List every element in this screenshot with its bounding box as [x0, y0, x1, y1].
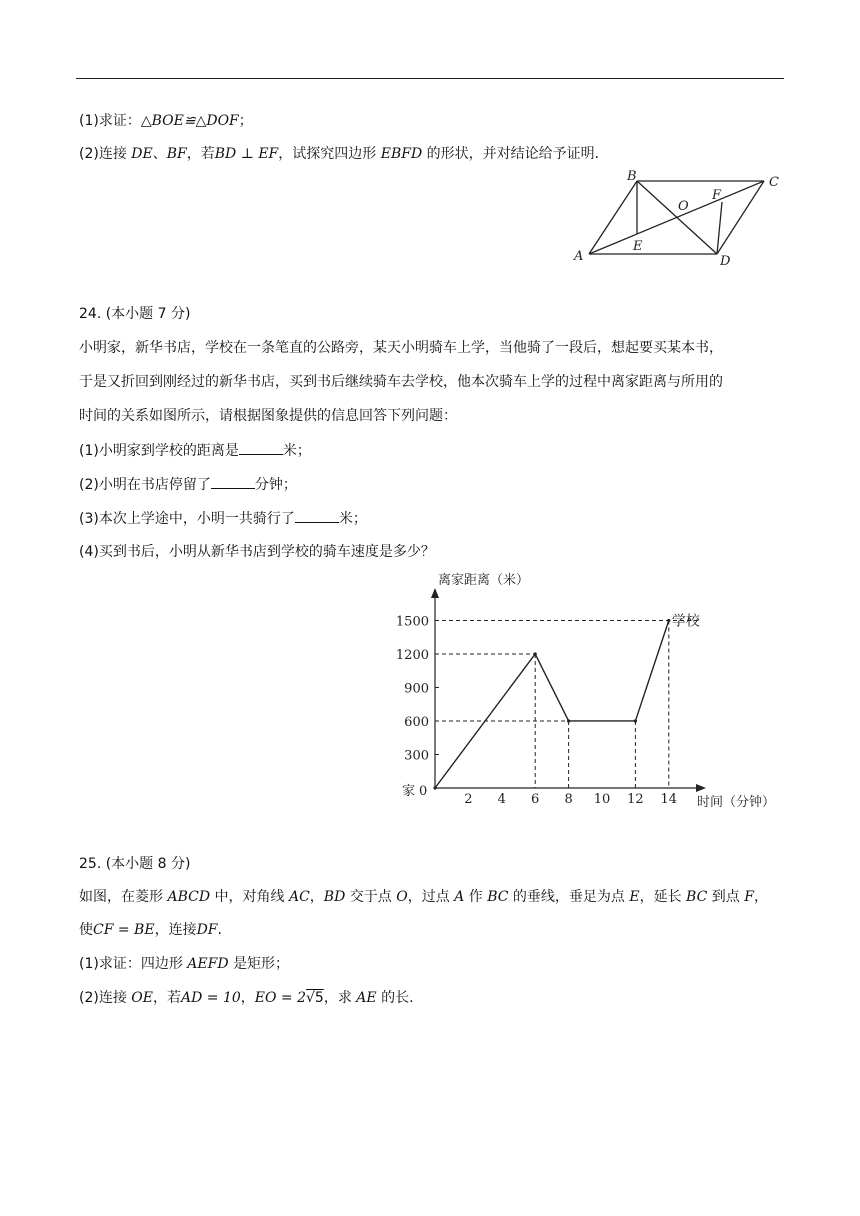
- diagonal-bd: [637, 181, 717, 254]
- label-a: A: [574, 249, 584, 264]
- y-tick-label: 900: [404, 681, 429, 697]
- answer-blank-3: [295, 508, 339, 523]
- q25-part2: (2)连接 OE，若AD = 10，EO = 2√5，求 AE 的长.: [79, 990, 414, 1006]
- q25-text-line1: 如图，在菱形 ABCD 中，对角线 AC，BD 交于点 O，过点 A 作 BC 的垂线，垂足为点 E，延长 BC 到点 F，: [79, 889, 768, 905]
- label-d: D: [720, 254, 731, 268]
- answer-blank-1: [239, 440, 283, 455]
- q23-part2: (2)连接 DE、BF，若BD ⊥ EF，试探究四边形 EBFD 的形状，并对结论给予证明．: [79, 146, 609, 162]
- x-tick-label: 14: [660, 792, 678, 807]
- answer-blank-2: [211, 474, 255, 489]
- q24-part3: (3)本次上学途中，小明一共骑行了 米；: [79, 508, 367, 529]
- x-tick-label: 10: [593, 792, 611, 807]
- q25-header: 25. (本小题 8 分): [79, 856, 191, 872]
- distance-series-line: [435, 620, 669, 788]
- x-tick-label: 6: [531, 792, 540, 807]
- parallelogram-figure: [568, 168, 786, 268]
- y-tick-label: 300: [404, 748, 429, 764]
- y-tick-label: 1200: [395, 647, 429, 663]
- data-point: [667, 619, 670, 622]
- chart-ylabel: 离家距离（米）: [438, 573, 530, 588]
- q24-text-line2: 于是又折回到刚经过的新华书店，买到书后继续骑车去学校，他本次骑车上学的过程中离家距离与所用的: [79, 374, 723, 390]
- q24-part4: (4)买到书后，小明从新华书店到学校的骑车速度是多少？: [79, 544, 435, 560]
- chart-origin-tick: 0: [419, 784, 428, 799]
- q24-text-line1: 小明家，新华书店，学校在一条笔直的公路旁，某天小明骑车上学，当他骑了一段后，想起要买某本书，: [79, 340, 723, 356]
- x-tick-label: 2: [464, 792, 473, 807]
- distance-time-chart: [390, 566, 790, 816]
- q24-text-line3: 时间的关系如图所示，请根据图象提供的信息回答下列问题：: [79, 408, 457, 424]
- congruence-statement: △BOE≌△DOF: [140, 113, 239, 129]
- side-ab: [589, 181, 637, 254]
- data-point: [433, 786, 436, 789]
- data-point: [567, 719, 570, 722]
- y-tick-label: 600: [404, 714, 429, 730]
- x-tick-label: 12: [627, 792, 644, 807]
- x-tick-label: 4: [497, 792, 506, 807]
- x-tick-label: 8: [564, 792, 573, 807]
- header-rule: [76, 78, 784, 79]
- q25-part1: (1)求证：四边形 AEFD 是矩形；: [79, 956, 290, 972]
- q24-part2: (2)小明在书店停留了 分钟；: [79, 474, 297, 495]
- q25-text-line2: 使CF = BE，连接DF.: [79, 922, 222, 938]
- label-c: C: [769, 175, 779, 190]
- q24-header: 24. (本小题 7 分): [79, 306, 191, 322]
- label-o: O: [678, 199, 689, 214]
- q24-part1: (1)小明家到学校的距离是 米；: [79, 440, 311, 461]
- chart-xlabel: 时间（分钟）: [697, 795, 776, 810]
- school-label: 学校: [671, 613, 700, 630]
- perpendicular-condition: BD ⊥ EF: [214, 146, 279, 162]
- label-e: E: [633, 239, 643, 254]
- x-axis-arrow: [696, 784, 706, 792]
- q23-part1: (1)求证：△BOE≌△DOF；: [79, 113, 253, 129]
- label-f: F: [712, 188, 722, 203]
- y-axis-arrow: [431, 588, 439, 598]
- label-b: B: [627, 169, 637, 184]
- chart-origin-label: 家: [402, 784, 416, 799]
- data-point: [534, 652, 537, 655]
- data-point: [634, 719, 637, 722]
- side-cd: [717, 181, 764, 254]
- y-tick-label: 1500: [395, 614, 429, 630]
